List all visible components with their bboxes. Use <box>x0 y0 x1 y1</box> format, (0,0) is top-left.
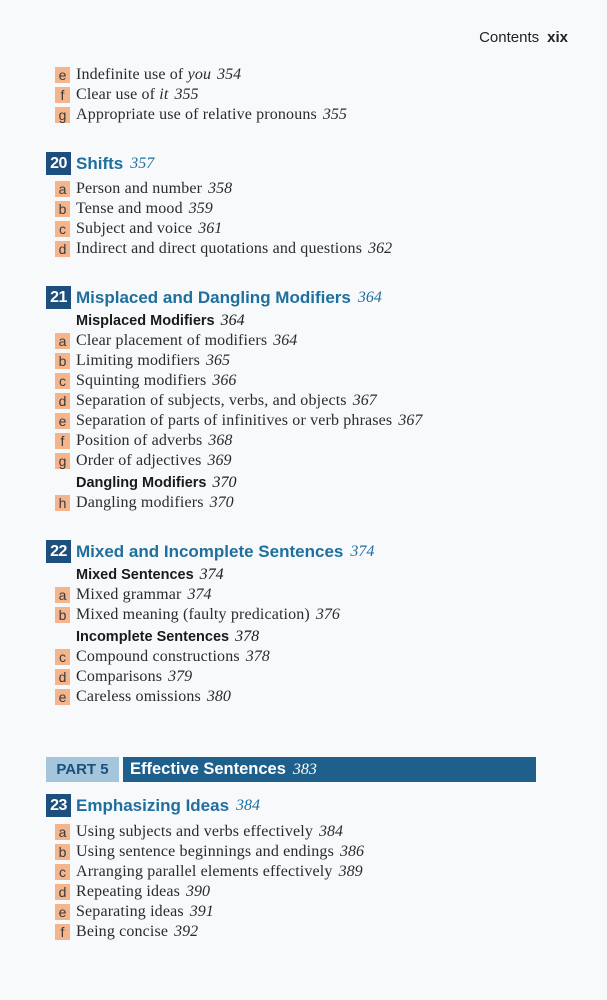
section-letter-badge: b <box>55 353 70 369</box>
entry-page: 378 <box>245 648 270 665</box>
toc-entry <box>55 882 210 902</box>
section-letter-badge: b <box>55 844 70 860</box>
part-page: 383 <box>292 760 317 778</box>
entry-title: Dangling modifiers <box>76 494 204 511</box>
entry-page: 389 <box>338 863 363 880</box>
toc-entry <box>55 219 222 239</box>
toc-entry <box>55 451 231 471</box>
entry-page: 391 <box>189 903 214 920</box>
chapter-title: Emphasizing Ideas <box>76 795 230 815</box>
section-letter-badge: h <box>55 495 70 511</box>
subsection-page: 364 <box>220 312 245 329</box>
part-label: PART 5 <box>46 757 119 782</box>
entry-page: 355 <box>174 86 199 103</box>
entry-title: Using subjects and verbs effectively <box>76 823 314 840</box>
section-letter-badge: g <box>55 107 70 123</box>
toc-entry <box>55 199 213 219</box>
entry-page: 368 <box>208 432 233 449</box>
chapter-number-badge: 20 <box>46 152 71 175</box>
entry-title <box>76 65 211 85</box>
toc-entry <box>55 842 364 862</box>
part-banner <box>46 757 536 782</box>
entry-title: Tense and mood <box>76 200 183 217</box>
section-letter-badge: a <box>55 181 70 197</box>
entry-title: Order of adjectives <box>76 452 202 469</box>
entry-page: 370 <box>209 494 234 511</box>
entry-title: Indirect and direct quotations and questions <box>76 240 363 257</box>
subsection-heading <box>76 627 259 647</box>
entry-page: 386 <box>339 843 364 860</box>
toc-entry <box>55 411 422 431</box>
entry-page: 380 <box>206 688 231 705</box>
toc-entry <box>55 371 236 391</box>
entry-page: 384 <box>319 823 344 840</box>
entry-page: 367 <box>352 392 377 409</box>
toc-entry <box>55 687 231 707</box>
section-letter-badge: c <box>55 373 70 389</box>
toc-entry <box>55 605 340 625</box>
entry-page: 392 <box>174 923 199 940</box>
toc-entry <box>55 331 297 351</box>
toc-entry <box>55 585 211 605</box>
part-title: Effective Sentences <box>130 760 286 778</box>
subsection-page: 378 <box>235 628 260 645</box>
toc-entry <box>55 431 232 451</box>
chapter-number-badge: 23 <box>46 794 71 817</box>
entry-title <box>76 85 168 105</box>
subsection-heading <box>76 311 245 331</box>
chapter-heading <box>46 794 260 817</box>
toc-entry <box>55 65 241 85</box>
chapter-title: Shifts <box>76 153 124 173</box>
entry-title: Compound constructions <box>76 648 240 665</box>
entry-title: Mixed meaning (faulty predication) <box>76 606 310 623</box>
section-letter-badge: e <box>55 689 70 705</box>
entry-title: Repeating ideas <box>76 883 180 900</box>
section-letter-badge: a <box>55 824 70 840</box>
entry-page: 379 <box>168 668 193 685</box>
entry-title: Being concise <box>76 923 169 940</box>
section-letter-badge: a <box>55 587 70 603</box>
chapter-heading <box>46 540 374 563</box>
entry-page: 359 <box>188 200 213 217</box>
section-letter-badge: b <box>55 201 70 217</box>
section-letter-badge: e <box>55 413 70 429</box>
running-header <box>479 28 568 48</box>
section-letter-badge: c <box>55 864 70 880</box>
entry-page: 354 <box>217 66 242 83</box>
subsection-page: 370 <box>212 474 237 491</box>
entry-emphasis: it <box>159 86 169 103</box>
section-letter-badge: c <box>55 649 70 665</box>
section-letter-badge: e <box>55 904 70 920</box>
entry-title: Separation of subjects, verbs, and objects <box>76 392 347 409</box>
toc-entry <box>55 862 363 882</box>
toc-entry <box>55 922 198 942</box>
entry-title: Using sentence beginnings and endings <box>76 843 334 860</box>
chapter-page: 384 <box>236 796 261 814</box>
toc-entry <box>55 85 198 105</box>
section-letter-badge: f <box>55 87 70 103</box>
entry-page: 365 <box>206 352 231 369</box>
chapter-heading <box>46 286 382 309</box>
entry-page: 366 <box>212 372 237 389</box>
entry-title: Appropriate use of relative pronouns <box>76 106 317 123</box>
entry-title: Careless omissions <box>76 688 201 705</box>
entry-page: 369 <box>207 452 232 469</box>
entry-page: 367 <box>398 412 423 429</box>
subsection-heading <box>76 565 224 585</box>
entry-title: Subject and voice <box>76 220 193 237</box>
subsection-heading <box>76 473 237 493</box>
section-letter-badge: b <box>55 607 70 623</box>
subsection-page: 374 <box>199 566 224 583</box>
entry-page: 364 <box>273 332 298 349</box>
toc-entry <box>55 391 377 411</box>
section-letter-badge: d <box>55 884 70 900</box>
toc-entry <box>55 822 343 842</box>
section-letter-badge: f <box>55 433 70 449</box>
subsection-title: Misplaced Modifiers <box>76 313 215 329</box>
chapter-title: Mixed and Incomplete Sentences <box>76 541 344 561</box>
section-letter-badge: d <box>55 669 70 685</box>
subsection-title: Dangling Modifiers <box>76 475 207 491</box>
subsection-title: Mixed Sentences <box>76 567 194 583</box>
toc-entry <box>55 105 347 125</box>
toc-entry <box>55 179 232 199</box>
chapter-title: Misplaced and Dangling Modifiers <box>76 287 351 307</box>
entry-title: Limiting modifiers <box>76 352 201 369</box>
chapter-page: 357 <box>130 154 155 172</box>
chapter-page: 374 <box>350 542 375 560</box>
entry-title: Mixed grammar <box>76 586 182 603</box>
section-letter-badge: d <box>55 393 70 409</box>
entry-title: Separating ideas <box>76 903 184 920</box>
subsection-title: Incomplete Sentences <box>76 629 230 645</box>
chapter-number-badge: 22 <box>46 540 71 563</box>
entry-title: Squinting modifiers <box>76 372 207 389</box>
toc-entry <box>55 647 270 667</box>
toc-entry <box>55 667 192 687</box>
chapter-heading <box>46 152 154 175</box>
entry-page: 374 <box>187 586 212 603</box>
section-letter-badge: e <box>55 67 70 83</box>
section-letter-badge: c <box>55 221 70 237</box>
entry-title: Comparisons <box>76 668 163 685</box>
entry-title: Clear placement of modifiers <box>76 332 268 349</box>
section-letter-badge: a <box>55 333 70 349</box>
header-label: Contents <box>479 29 540 46</box>
entry-text: Indefinite use of <box>76 66 188 83</box>
entry-title: Person and number <box>76 180 203 197</box>
entry-page: 355 <box>322 106 347 123</box>
entry-text: Clear use of <box>76 86 160 103</box>
part-title-bar <box>123 757 536 782</box>
section-letter-badge: d <box>55 241 70 257</box>
entry-page: 390 <box>186 883 210 900</box>
chapter-page: 364 <box>357 288 382 306</box>
entry-emphasis: you <box>187 66 212 83</box>
entry-page: 362 <box>368 240 393 257</box>
entry-page: 358 <box>208 180 233 197</box>
toc-entry <box>55 239 392 259</box>
entry-title: Separation of parts of infinitives or verb phrases <box>76 412 393 429</box>
section-letter-badge: f <box>55 924 70 940</box>
toc-entry <box>55 493 234 513</box>
section-letter-badge: g <box>55 453 70 469</box>
header-page-number: xix <box>547 29 568 46</box>
chapter-number-badge: 21 <box>46 286 71 309</box>
entry-title: Position of adverbs <box>76 432 203 449</box>
entry-page: 376 <box>315 606 340 623</box>
entry-page: 361 <box>198 220 223 237</box>
toc-entry <box>55 351 230 371</box>
entry-title: Arranging parallel elements effectively <box>76 863 333 880</box>
toc-entry <box>55 902 214 922</box>
